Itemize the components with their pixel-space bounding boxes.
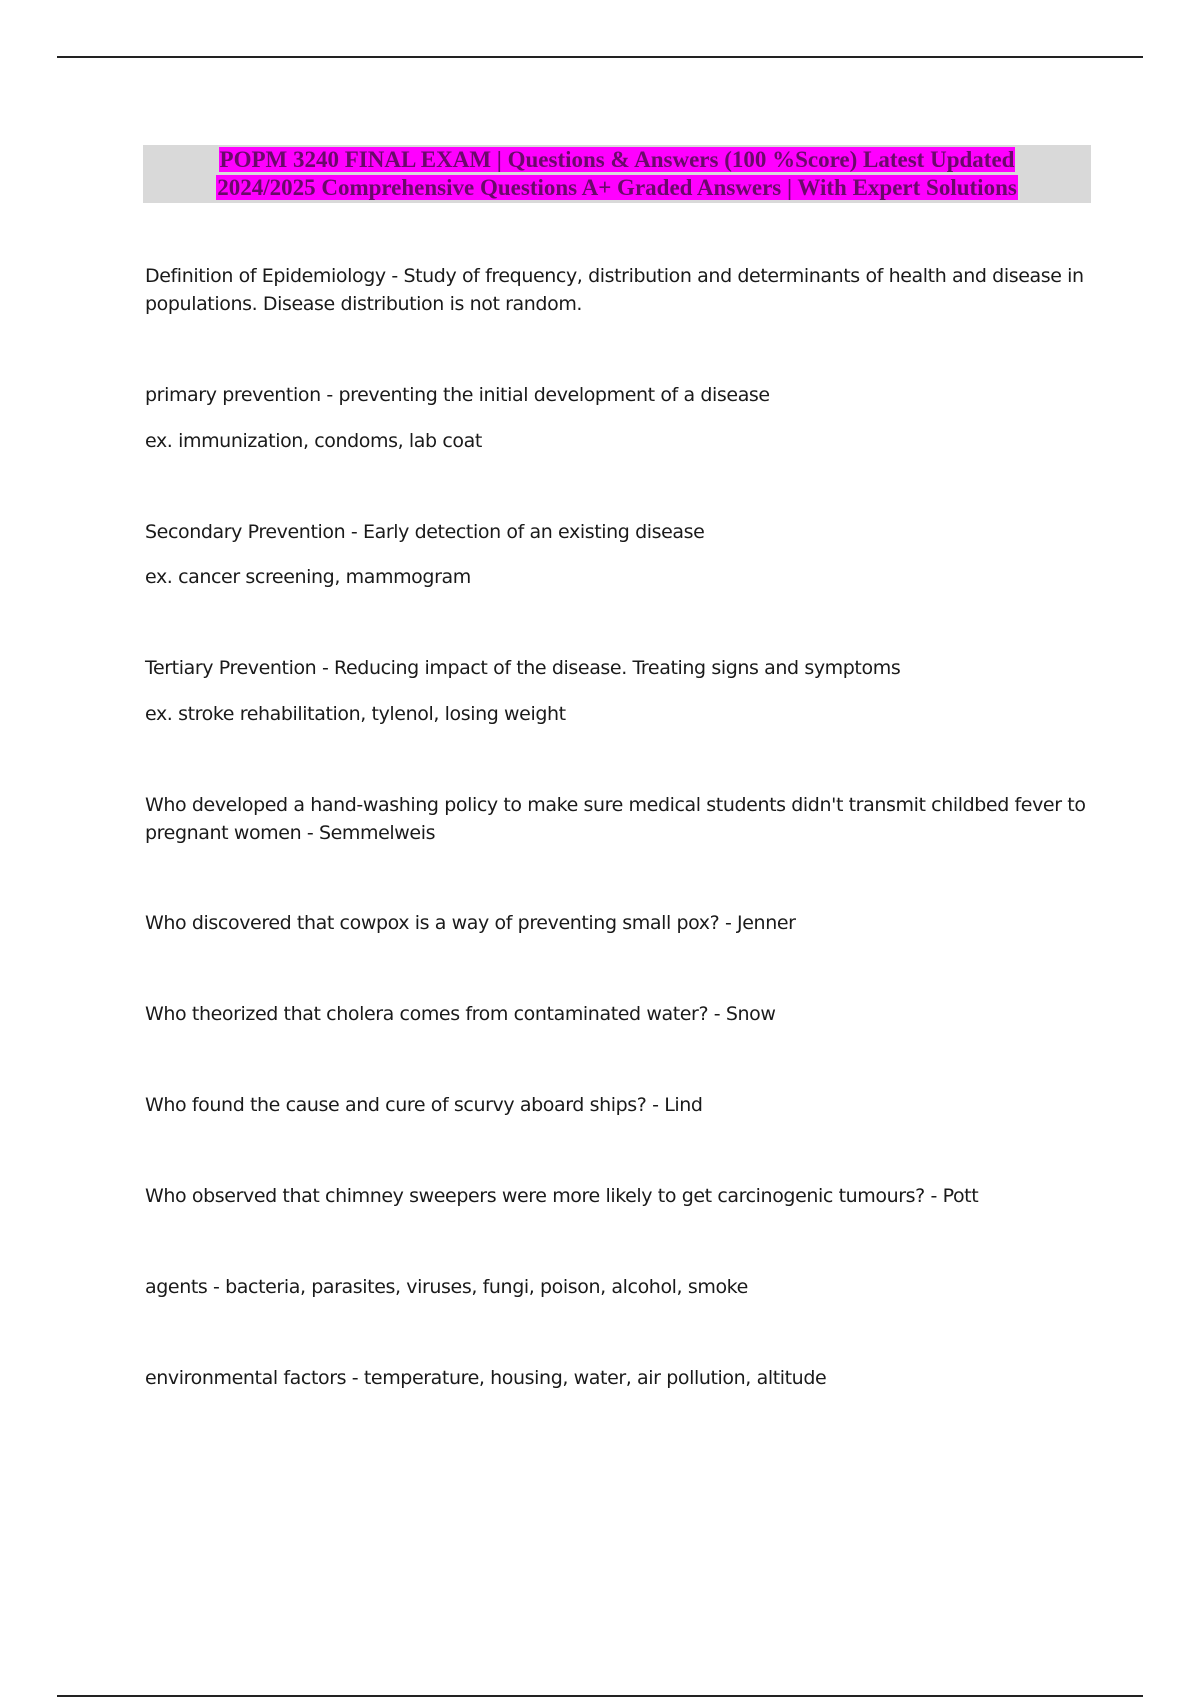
top-rule (57, 56, 1143, 58)
entry-epidemiology-definition: Definition of Epidemiology - Study of frequency, distribution and determinants of health and disease in populations. Disease distribution is not random. (145, 265, 1084, 315)
entry-primary-prevention: primary prevention - preventing the initial development of a disease (145, 384, 770, 406)
example-tertiary-prevention: ex. stroke rehabilitation, tylenol, losing weight (145, 703, 566, 725)
example-primary-prevention: ex. immunization, condoms, lab coat (145, 430, 482, 452)
title-line-1: POPM 3240 FINAL EXAM | Questions & Answers (100 %Score) Latest Updated (219, 147, 1015, 172)
entry-snow: Who theorized that cholera comes from contaminated water? - Snow (145, 1003, 776, 1025)
entry-agents: agents - bacteria, parasites, viruses, fungi, poison, alcohol, smoke (145, 1276, 748, 1298)
entry-lind: Who found the cause and cure of scurvy aboard ships? - Lind (145, 1094, 703, 1116)
entry-environmental-factors: environmental factors - temperature, housing, water, air pollution, altitude (145, 1367, 827, 1389)
entry-pott: Who observed that chimney sweepers were more likely to get carcinogenic tumours? - Pott (145, 1185, 979, 1207)
entry-jenner: Who discovered that cowpox is a way of preventing small pox? - Jenner (145, 912, 796, 934)
entry-tertiary-prevention: Tertiary Prevention - Reducing impact of the disease. Treating signs and symptoms (145, 657, 901, 679)
title-line-2: 2024/2025 Comprehensive Questions A+ Graded Answers | With Expert Solutions (217, 175, 1017, 200)
document-title (143, 145, 1091, 203)
entry-secondary-prevention: Secondary Prevention - Early detection of an existing disease (145, 521, 705, 543)
example-secondary-prevention: ex. cancer screening, mammogram (145, 566, 471, 588)
entry-semmelweis: Who developed a hand-washing policy to make sure medical students didn't transmit childbed fever to pregnant women - Semmelweis (145, 794, 1086, 844)
bottom-rule (57, 1695, 1143, 1697)
